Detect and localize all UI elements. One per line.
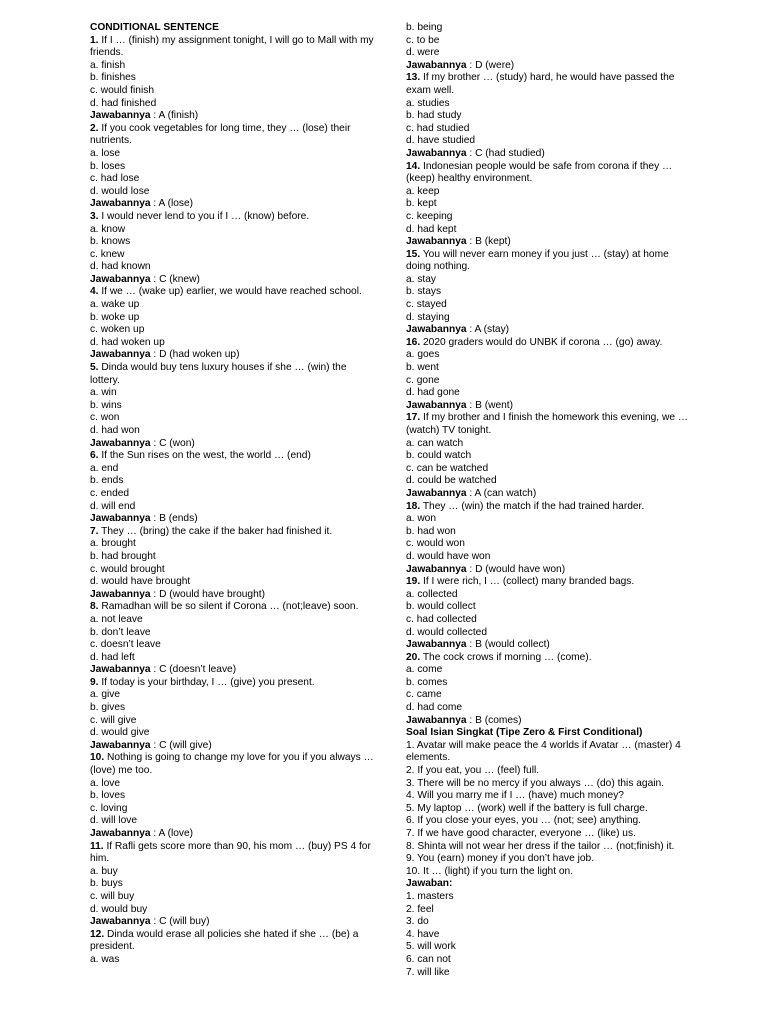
list-item: a. stay (406, 273, 437, 285)
list-item: d. were (406, 47, 440, 59)
question-body: The cock crows if morning … (come). (420, 651, 592, 663)
list-item: a. end (90, 462, 119, 474)
list-item: c. knew (90, 248, 125, 260)
answer-line (90, 198, 375, 211)
list-item: 4. have (406, 928, 440, 940)
answer-label: Jawabannya (90, 828, 151, 839)
answer-line (90, 828, 375, 841)
answer-label: Jawabannya (90, 198, 151, 210)
list-item: d. will love (90, 815, 137, 827)
page-title: CONDITIONAL SENTENCE (90, 22, 219, 33)
list-item: d. could be watched (406, 475, 497, 487)
list-item: 7. If we have good character, everyone … (like) us. (406, 828, 636, 839)
answer-value: : B (kept) (466, 236, 511, 248)
answer-line (90, 740, 375, 753)
answer-label: Jawabannya (406, 563, 467, 575)
list-item: b. would collect (406, 601, 476, 613)
answer-label: Jawabannya (90, 273, 151, 285)
question-body: If Rafli gets score more than 90, his mom … (buy) PS 4 for him. (90, 840, 371, 865)
answer-line (406, 400, 696, 413)
question-text (406, 161, 696, 186)
answer-value: : A (love) (150, 828, 194, 839)
list-item: d. would buy (90, 903, 148, 915)
answer-value: : C (doesn’t leave) (150, 664, 237, 676)
list-item: d. had woken up (90, 336, 165, 348)
list-item: 10. It … (light) if you turn the light on. (406, 865, 574, 877)
question-number: 10. (90, 752, 105, 764)
answer-label: Jawabannya (90, 349, 151, 361)
answer-value: : D (would have won) (466, 563, 566, 575)
answer-line (90, 589, 375, 602)
list-item: a. buy (90, 865, 118, 877)
answer-label: Jawabannya (406, 487, 467, 499)
list-item: b. kept (406, 198, 437, 210)
answer-line (90, 916, 375, 929)
question-text (90, 601, 375, 614)
question-body: They … (bring) the cake if the baker had finished it. (98, 525, 333, 537)
question-number: 5. (90, 362, 99, 374)
list-item: 3. do (406, 916, 429, 928)
list-item: b. had study (406, 110, 462, 122)
list-item: 6. can not (406, 953, 451, 965)
question-number: 18. (406, 500, 421, 512)
left-column (90, 22, 375, 967)
list-item: 5. My laptop … (work) well if the battery is full charge. (406, 802, 648, 814)
list-item: 1. masters (406, 890, 454, 902)
question-text (406, 501, 696, 514)
list-item: 4. Will you marry me if I … (have) much money? (406, 790, 624, 802)
list-item: 3. There will be no mercy if you always … (do) this again. (406, 777, 665, 789)
question-number: 19. (406, 576, 421, 588)
right-column (406, 22, 696, 979)
answer-label: Jawabannya (90, 916, 151, 928)
list-item: c. to be (406, 34, 440, 46)
question-body: If I … (finish) my assignment tonight, I will go to Mall with my friends. (90, 34, 374, 59)
section-heading: Soal Isian Singkat (Tipe Zero & First Conditional) (406, 727, 643, 739)
list-item: a. come (406, 664, 443, 676)
list-item: a. goes (406, 349, 440, 361)
list-item: b. wins (90, 399, 122, 411)
answer-label: Jawabannya (90, 513, 151, 525)
answer-value: : A (stay) (466, 324, 510, 336)
answer-value: : C (will buy) (150, 916, 210, 928)
answer-line (90, 110, 375, 123)
question-body: If the Sun rises on the west, the world … (end) (98, 450, 311, 462)
answer-label: Jawabannya (90, 664, 151, 676)
list-item: d. had known (90, 261, 151, 273)
answer-line (90, 349, 375, 362)
list-item: d. would lose (90, 185, 150, 197)
list-item: b. gives (90, 702, 126, 714)
list-item: b. had brought (90, 550, 156, 562)
list-item: d. had gone (406, 387, 460, 399)
list-item: a. was (90, 953, 120, 965)
answer-label: Jawabannya (406, 639, 467, 651)
list-item: c. will buy (90, 890, 135, 902)
question-number: 6. (90, 450, 99, 462)
list-item: b. buys (90, 878, 123, 890)
answer-value: : D (had woken up) (150, 349, 240, 361)
list-item: b. being (406, 22, 443, 33)
list-item: a. can watch (406, 437, 464, 449)
question-text (90, 752, 375, 777)
list-item: a. not leave (90, 613, 143, 625)
answer-value: : C (will give) (150, 739, 212, 751)
answer-label: Jawabannya (406, 59, 467, 71)
question-body: If my brother and I finish the homework this evening, we … (watch) TV tonight. (406, 412, 689, 436)
list-item: d. had finished (90, 97, 157, 109)
list-item: 7. will like (406, 966, 450, 978)
list-item: c. came (406, 689, 442, 701)
list-item: a. keep (406, 185, 440, 197)
list-item: d. staying (406, 311, 450, 323)
list-item: c. would brought (90, 563, 165, 575)
question-number: 4. (90, 286, 99, 298)
answer-value: : A (lose) (150, 198, 194, 210)
question-body: 2020 graders would do UNBK if corona … (go) away. (420, 336, 663, 348)
list-item: b. knows (90, 236, 131, 248)
answer-value: : B (would collect) (466, 639, 550, 651)
question-body: I would never lend to you if I … (know) before. (98, 210, 310, 222)
answer-label: Jawabannya (90, 110, 151, 122)
question-body: Indonesian people would be safe from corona if they … (keep) healthy environment. (406, 160, 673, 185)
question-text (90, 929, 375, 954)
question-number: 7. (90, 525, 99, 537)
answer-value: : A (finish) (150, 110, 199, 122)
answer-value: : B (comes) (466, 714, 522, 726)
question-text (90, 450, 375, 463)
list-item: b. loves (90, 790, 126, 802)
list-item: c. had studied (406, 122, 470, 134)
question-number: 2. (90, 122, 99, 134)
list-item: b. woke up (90, 311, 140, 323)
list-item: c. had lose (90, 173, 140, 185)
answer-line (406, 639, 696, 652)
list-item: 8. Shinta will not wear her dress if the tailor … (not;finish) it. (406, 840, 675, 852)
list-item: a. wake up (90, 299, 140, 311)
list-item: c. won (90, 412, 120, 424)
answer-line (90, 513, 375, 526)
answer-line (406, 324, 696, 337)
question-number: 9. (90, 676, 99, 688)
list-item: c. loving (90, 802, 128, 814)
list-item: c. will give (90, 714, 137, 726)
question-body: If you cook vegetables for long time, they … (lose) their nutrients. (90, 122, 351, 147)
question-text (90, 35, 375, 60)
question-body: If I were rich, I … (collect) many branded bags. (420, 576, 635, 588)
section-heading: Jawaban: (406, 878, 453, 890)
question-number: 17. (406, 412, 421, 424)
list-item: d. had come (406, 702, 463, 714)
answer-value: : D (would have brought) (150, 588, 265, 600)
question-text (90, 526, 375, 539)
list-item: b. ends (90, 475, 124, 487)
list-item: c. had collected (406, 613, 477, 625)
question-text (90, 211, 375, 224)
list-item: d. would collected (406, 626, 487, 638)
question-number: 12. (90, 928, 105, 940)
list-item: a. studies (406, 97, 450, 109)
answer-line (406, 715, 696, 728)
list-item: b. stays (406, 286, 442, 298)
question-body: If we … (wake up) earlier, we would have reached school. (98, 286, 362, 298)
list-item: 2. feel (406, 903, 434, 915)
list-item: b. finishes (90, 72, 136, 84)
list-item: d. would have brought (90, 576, 191, 588)
answer-label: Jawabannya (406, 399, 467, 411)
list-item: b. comes (406, 676, 448, 688)
list-item: 2. If you eat, you … (feel) full. (406, 765, 540, 777)
list-item: a. brought (90, 538, 136, 550)
question-text (90, 841, 375, 866)
list-item: b. don’t leave (90, 626, 151, 638)
answer-label: Jawabannya (406, 147, 467, 159)
list-item: c. would won (406, 538, 465, 550)
answer-label: Jawabannya (406, 236, 467, 248)
question-body: Dinda would erase all policies she hated if she … (be) a president. (90, 928, 359, 953)
list-item: c. can be watched (406, 462, 489, 474)
list-item: b. went (406, 362, 439, 374)
question-number: 13. (406, 72, 421, 84)
question-text (406, 337, 696, 350)
list-item: b. had won (406, 525, 456, 537)
question-text (406, 249, 696, 274)
answer-line (90, 664, 375, 677)
question-number: 20. (406, 651, 421, 663)
question-body: If today is your birthday, I … (give) you present. (98, 676, 315, 688)
question-body: You will never earn money if you just … (stay) at home doing nothing. (406, 248, 669, 273)
list-item: c. stayed (406, 299, 447, 311)
list-item: 5. will work (406, 941, 456, 953)
answer-line (406, 564, 696, 577)
question-number: 8. (90, 601, 99, 613)
list-item: a. win (90, 387, 117, 399)
list-item: a. lose (90, 147, 121, 159)
question-number: 1. (90, 34, 99, 46)
question-body: Nothing is going to change my love for you if you always … (love) me too. (90, 752, 374, 777)
answer-value: : B (ends) (150, 513, 198, 525)
list-item: d. would give (90, 727, 150, 739)
list-item: 9. You (earn) money if you don’t have job. (406, 853, 595, 865)
list-item: c. woken up (90, 324, 145, 336)
answer-line (406, 488, 696, 501)
question-text (406, 652, 696, 665)
question-text (90, 286, 375, 299)
answer-line (406, 148, 696, 161)
list-item: d. had won (90, 425, 140, 436)
answer-line (406, 236, 696, 249)
list-item: c. ended (90, 487, 130, 499)
question-body: They … (win) the match if the had trained harder. (420, 500, 645, 512)
answer-label: Jawabannya (90, 739, 151, 751)
list-item: d. had left (90, 651, 135, 663)
list-item: c. would finish (90, 84, 154, 96)
list-item: b. loses (90, 160, 126, 172)
list-item: b. could watch (406, 450, 472, 462)
answer-label: Jawabannya (90, 588, 151, 600)
list-item: a. know (90, 223, 126, 235)
list-item: c. doesn’t leave (90, 639, 161, 651)
list-item: 6. If you close your eyes, you … (not; see) anything. (406, 815, 641, 827)
answer-label: Jawabannya (406, 324, 467, 336)
answer-line (90, 438, 375, 451)
answer-value: : B (went) (466, 399, 514, 411)
answer-line (90, 274, 375, 287)
question-body: Ramadhan will be so silent if Corona … (not;leave) soon. (98, 601, 359, 613)
question-number: 14. (406, 160, 421, 172)
question-text (406, 72, 696, 97)
question-number: 15. (406, 248, 421, 260)
answer-value: : C (won) (150, 437, 195, 449)
question-text (406, 412, 696, 437)
question-text (90, 123, 375, 148)
question-text (406, 576, 696, 589)
answer-label: Jawabannya (90, 437, 151, 449)
question-number: 3. (90, 210, 99, 222)
list-item: a. give (90, 689, 121, 701)
question-text (90, 677, 375, 690)
answer-value: : C (had studied) (466, 147, 545, 159)
list-item: 1. Avatar will make peace the 4 worlds if Avatar … (master) 4 elements. (406, 739, 681, 764)
list-item: a. won (406, 513, 437, 525)
question-text (90, 362, 375, 387)
answer-value: : C (knew) (150, 273, 200, 285)
list-item: a. finish (90, 59, 126, 71)
answer-value: : A (can watch) (466, 487, 537, 499)
list-item: d. have studied (406, 135, 476, 147)
list-item: d. had kept (406, 223, 457, 235)
list-item: a. collected (406, 588, 458, 600)
answer-value: : D (were) (466, 59, 515, 71)
question-body: If my brother … (study) hard, he would have passed the exam well. (406, 72, 675, 96)
answer-line (406, 60, 696, 73)
question-body: Dinda would buy tens luxury houses if she … (win) the lottery. (90, 362, 347, 386)
list-item: c. gone (406, 374, 440, 386)
question-number: 16. (406, 336, 421, 348)
list-item: c. keeping (406, 210, 453, 222)
answer-label: Jawabannya (406, 714, 467, 726)
question-number: 11. (90, 840, 104, 852)
list-item: d. would have won (406, 550, 491, 562)
list-item: a. love (90, 777, 121, 789)
list-item: d. will end (90, 500, 136, 512)
